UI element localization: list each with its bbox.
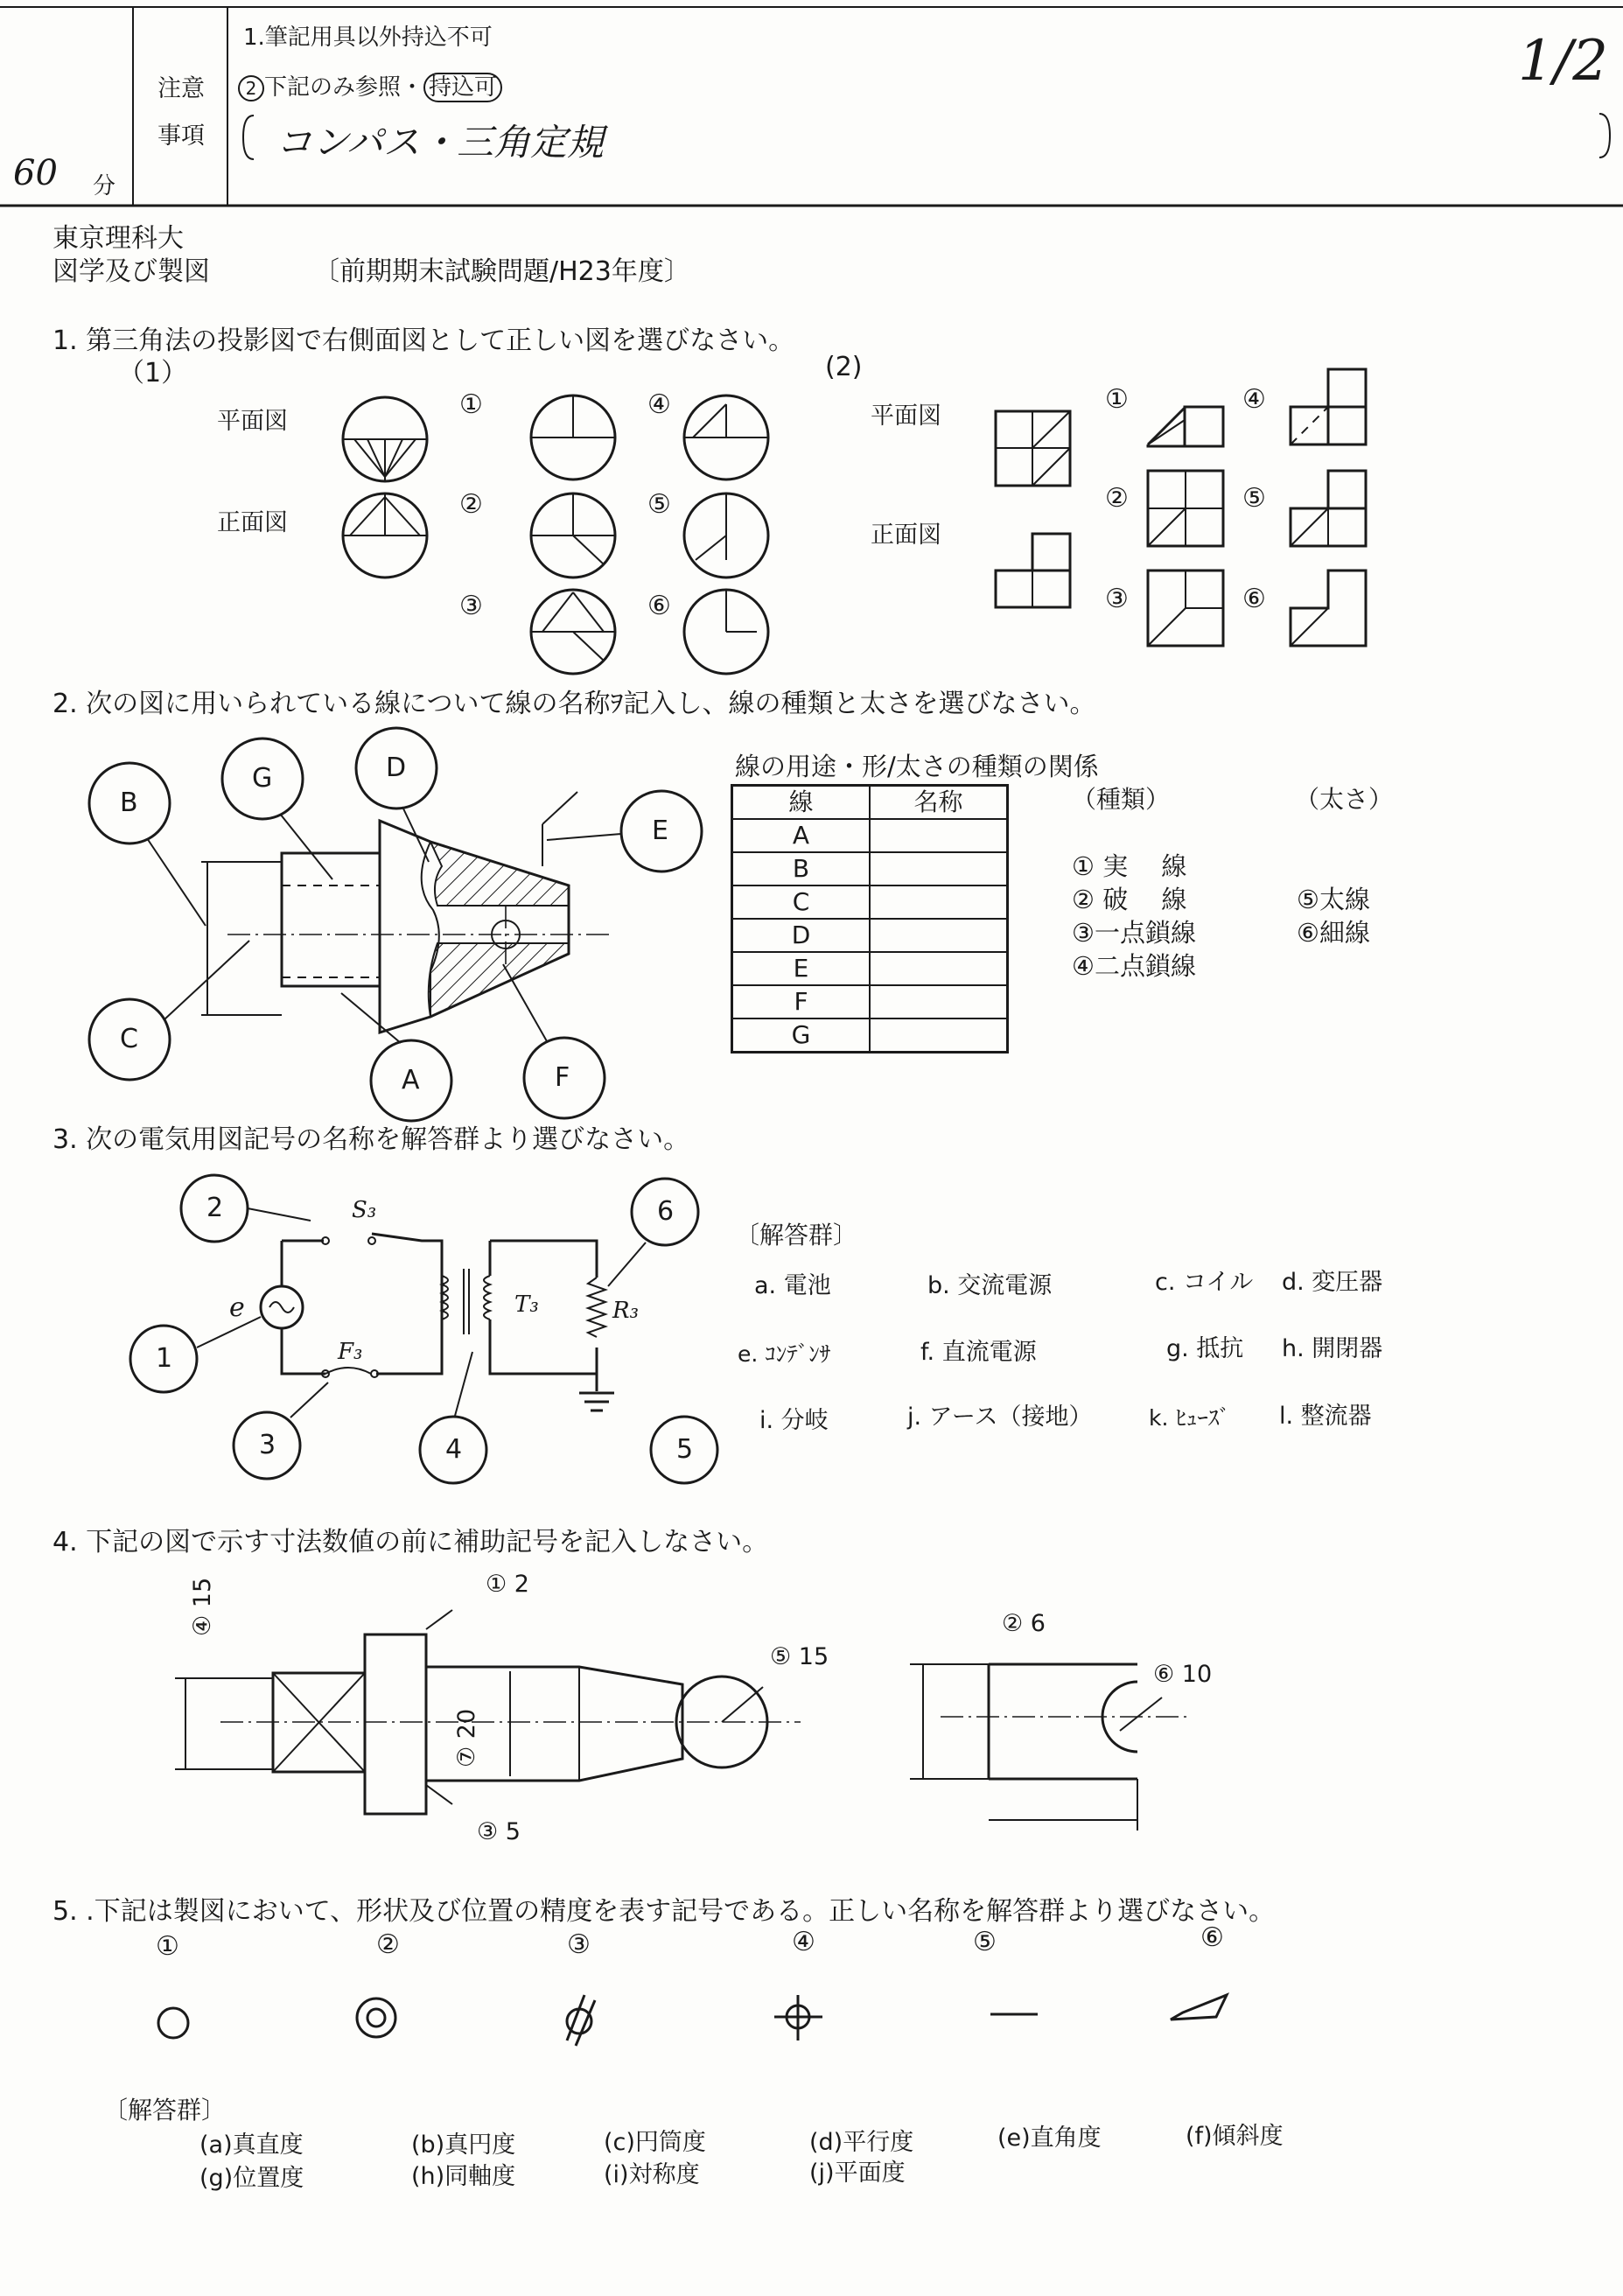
q3-label-r3: R₃ [612,1298,639,1324]
q2-table-title: 線の用途・形/太さの種類の関係 [735,752,1099,781]
q5-answer-group-label: 〔解答群〕 [103,2096,227,2124]
q3-label-s3: S₃ [352,1197,377,1223]
q1-1-choice-2: ② [459,489,483,520]
q5-symbol-num-6: ⑥ [1200,1922,1224,1953]
position-symbol [774,1995,822,2040]
q5-answer-h: (h)同軸度 [411,2163,516,2190]
q1-part1-label: （1） [118,358,188,388]
q1-2-choice-1: ① [1105,384,1129,415]
q3-callout-5: 5 [676,1434,694,1465]
q4-dim-3: ③ 5 [477,1818,521,1845]
row-label: B [732,852,871,886]
q2-callout-G: G [252,763,273,794]
row-label: E [732,952,871,985]
q3-callout-3: 3 [259,1430,276,1460]
q2-callout-A: A [402,1065,420,1096]
q5-symbol-num-1: ① [156,1931,179,1962]
q3-answer-i: i. 分岐 [759,1407,829,1434]
col-name-header: 名称 [870,786,1008,820]
q3-answer-k: k. ﾋｭｰｽﾞ [1149,1405,1230,1431]
row-label: F [732,985,871,1018]
q5-answer-c: (c)円筒度 [604,2129,706,2156]
q1-plan-view-label-1: 平面図 [217,408,288,435]
concentricity-symbol [357,1998,395,2037]
q1-plan-view-label-2: 平面図 [871,402,941,430]
q5-answer-g: (g)位置度 [199,2165,304,2192]
q3-callout-1: 1 [156,1343,173,1374]
q3-answer-group-label: 〔解答群〕 [735,1221,858,1250]
notes-label-1: 注意 [157,75,205,102]
q4-dim-4: ④ 15 [189,1577,216,1636]
q5-prompt: 5. .下記は製図において、形状及び位置の精度を表す記号である。正しい名称を解答群より選びなさい。 [52,1896,1276,1927]
q3-callout-4: 4 [445,1434,463,1465]
q3-answer-e: e. ｺﾝﾃﾞﾝｻ [738,1341,831,1367]
q4-dim-1: ① 2 [486,1571,529,1598]
q5-answer-i: (i)対称度 [604,2161,700,2188]
q5-symbol-num-2: ② [376,1929,400,1960]
q2-type-3: ③一点鎖線 [1072,918,1196,948]
q3-answer-h: h. 開閉器 [1282,1335,1383,1362]
q5-symbol-num-3: ③ [567,1929,591,1960]
rule-2-circled: 持込可 [423,73,502,102]
row-label: A [732,819,871,852]
rule-2-num: 2 [238,75,264,102]
q2-type-1: ① 実 線 [1072,851,1187,881]
time-value: 60 [13,153,58,193]
rule-2-text: 下記のみ参照・ [264,74,424,101]
q4-dim-6: ⑥ 10 [1153,1661,1213,1688]
q2-thickness-heading: （太さ） [1295,785,1394,814]
allowed-items: コンパス・三角定規 [276,121,605,164]
q2-callout-B: B [120,788,138,818]
q1-2-choice-3: ③ [1105,584,1129,614]
row-label: G [732,1018,871,1053]
q2-callout-C: C [120,1024,138,1054]
q3-prompt: 3. 次の電気用図記号の名称を解答群より選びなさい。 [52,1124,690,1155]
q3-label-e: e [229,1292,245,1323]
q3-answer-b: b. 交流電源 [927,1272,1053,1299]
q3-answer-l: l. 整流器 [1279,1403,1372,1430]
q2-prompt: 2. 次の図に用いられている線について線の名称ｦ記入し、線の種類と太さを選びなさい。 [52,689,1096,719]
q1-2-choice-4: ④ [1242,384,1266,415]
q3-label-t3: T₃ [514,1292,539,1318]
q3-answer-f: f. 直流電源 [920,1339,1037,1366]
q2-type-2: ② 破 線 [1072,885,1187,914]
q1-1-choice-4: ④ [647,389,671,420]
university-name: 東京理科大 [52,223,184,254]
q2-thickness-1: ⑤太線 [1297,885,1370,914]
q1-2-choice-2: ② [1105,483,1129,514]
exam-title: 〔前期期末試験問題/H23年度〕 [313,256,690,287]
q5-answer-e: (e)直角度 [997,2124,1102,2152]
q1-2-choice-6: ⑥ [1242,584,1266,614]
q1-prompt: 1. 第三角法の投影図で右側面図として正しい図を選びなさい。 [52,326,795,356]
q5-symbol-num-5: ⑤ [973,1927,997,1957]
q2-type-heading: （種類） [1072,785,1171,814]
q1-1-choice-5: ⑤ [647,489,671,520]
q3-answer-c: c. コイル [1155,1269,1254,1296]
q3-callout-6: 6 [657,1196,675,1227]
cylindricity-symbol [567,1995,595,2046]
col-line-header: 線 [732,786,871,820]
row-label: D [732,919,871,952]
q1-1-choice-1: ① [459,389,483,420]
q3-callout-2: 2 [206,1193,224,1223]
q4-dim-5: ⑤ 15 [770,1643,829,1670]
q4-dim-2: ② 6 [1002,1610,1046,1637]
q2-callout-F: F [555,1062,570,1093]
q3-label-f3: F₃ [338,1339,363,1365]
q3-answer-j: j. アース（接地） [907,1404,1093,1431]
q3-answer-d: d. 変圧器 [1282,1269,1383,1296]
q5-answer-d: (d)平行度 [809,2129,914,2156]
time-unit: 分 [93,173,116,200]
q4-dim-7: ⑦ 20 [453,1708,480,1768]
q1-1-choice-3: ③ [459,591,483,621]
q1-part2-label: (2) [825,352,863,382]
q5-answer-j: (j)平面度 [809,2160,906,2187]
rule-1: 1.筆記用具以外持込不可 [243,24,493,51]
roundness-symbol [158,2008,188,2038]
q2-callout-D: D [386,752,407,783]
q1-front-view-label-1: 正面図 [217,509,288,536]
q2-thickness-2: ⑥細線 [1297,918,1370,948]
q1-front-view-label-2: 正面図 [871,522,941,549]
q1-2-choice-5: ⑤ [1242,483,1266,514]
flatness-symbol [1171,1995,1227,2020]
notes-label-2: 事項 [157,122,205,150]
q2-type-4: ④二点鎖線 [1072,951,1196,981]
row-label: C [732,886,871,919]
q3-answer-a: a. 電池 [754,1272,831,1299]
q2-callout-E: E [652,816,668,846]
q5-symbol-num-4: ④ [792,1927,815,1957]
q5-answer-b: (b)真円度 [411,2132,516,2159]
course-name: 図学及び製図 [52,256,210,287]
q5-answer-a: (a)真直度 [199,2132,304,2159]
q5-answer-f: (f)傾斜度 [1186,2123,1284,2150]
q1-1-choice-6: ⑥ [647,591,671,621]
q3-answer-g: g. 抵抗 [1166,1335,1244,1362]
page-number: 1/2 [1518,29,1608,94]
q4-prompt: 4. 下記の図で示す寸法数値の前に補助記号を記入しなさい。 [52,1527,769,1558]
